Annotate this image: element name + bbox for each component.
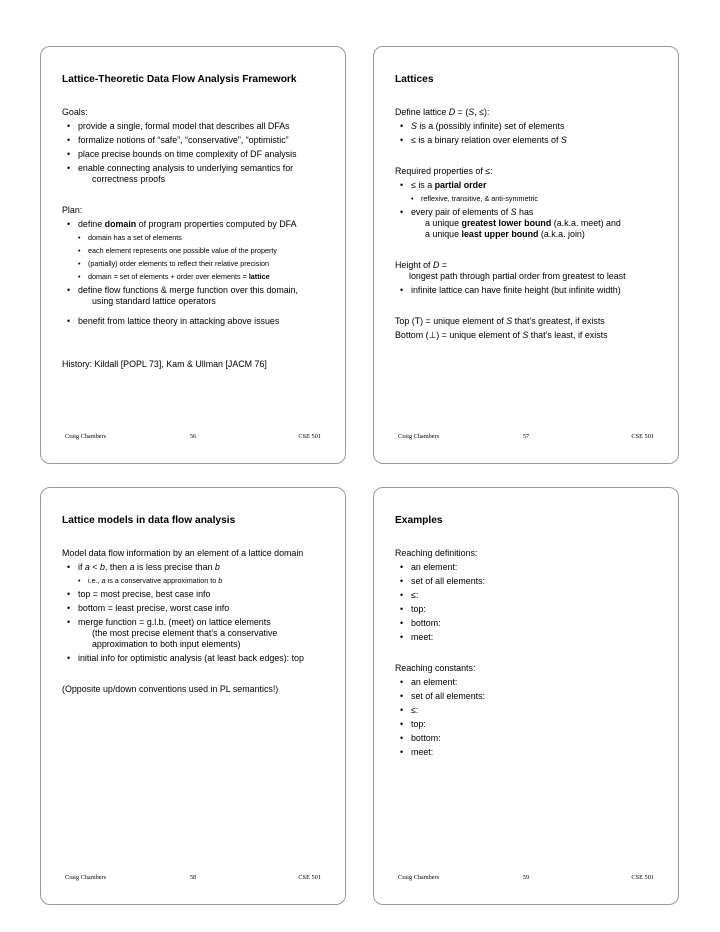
reaching-definitions-label: Reaching definitions:	[395, 548, 478, 558]
list-item: • define domain of program properties computed by DFA	[67, 219, 297, 229]
list-item: • place precise bounds on time complexity of DF analysis	[67, 149, 297, 159]
list-item: • merge function = g.l.b. (meet) on lattice elements	[67, 617, 271, 627]
page-number: 59	[522, 874, 530, 881]
list-item: • every pair of elements of S has	[400, 207, 534, 217]
list-item: • enable connecting analysis to underlying semantics for	[67, 163, 294, 173]
slide-body	[62, 548, 337, 695]
list-item: • ≤:	[400, 590, 419, 600]
footer-author: Craig Chambers	[65, 874, 107, 881]
list-item: • set of all elements:	[400, 691, 485, 701]
page-number: 56	[189, 433, 197, 440]
footer-course: CSE 501	[631, 433, 654, 440]
slide-title: Lattice-Theoretic Data Flow Analysis Framework	[62, 74, 297, 85]
footer-author: Craig Chambers	[398, 433, 440, 440]
top-definition: Top (T) = unique element of S that’s greatest, if exists	[395, 316, 605, 326]
list-item-continuation: using standard lattice operators	[92, 296, 216, 306]
list-item-continuation: correctness proofs	[92, 174, 166, 184]
list-item: • bottom = least precise, worst case info	[67, 603, 230, 613]
list-item: • initial info for optimistic analysis (at least back edges): top	[67, 653, 304, 663]
list-item: • bottom:	[400, 733, 441, 743]
slide-58	[40, 487, 346, 905]
slide-56	[40, 46, 346, 464]
page-number: 58	[189, 874, 197, 881]
list-item: • set of all elements:	[400, 576, 485, 586]
slide-57	[373, 46, 679, 464]
sub-list-item: • each element represents one possible value of the property	[78, 246, 277, 255]
height-definition: Height of D =	[395, 260, 448, 270]
list-item: • ≤ is a binary relation over elements of S	[400, 135, 567, 145]
footer-author: Craig Chambers	[65, 433, 107, 440]
page-number: 57	[522, 433, 530, 440]
list-item: • formalize notions of “safe”, “conservative”, “optimistic”	[67, 135, 289, 145]
note-text: (Opposite up/down conventions used in PL semantics!)	[62, 684, 279, 694]
lattice-definition: Define lattice D = (S, ≤):	[395, 107, 490, 117]
list-item: • meet:	[400, 632, 434, 642]
slide-body	[395, 548, 670, 758]
slide-footer	[398, 874, 654, 882]
slide-body	[62, 107, 337, 370]
model-text: Model data flow information by an element of a lattice domain	[62, 548, 304, 558]
footer-course: CSE 501	[298, 433, 321, 440]
list-item: • an element:	[400, 677, 458, 687]
list-item: • top:	[400, 719, 426, 729]
slide-footer	[65, 874, 321, 882]
list-item-continuation: (the most precise element that’s a conservative	[92, 628, 278, 638]
footer-course: CSE 501	[298, 874, 321, 881]
list-item: • provide a single, formal model that describes all DFAs	[67, 121, 290, 131]
list-item: • benefit from lattice theory in attacking above issues	[67, 316, 280, 326]
list-item: • S is a (possibly infinite) set of elements	[400, 121, 565, 131]
bottom-definition: Bottom (⊥) = unique element of S that’s least, if exists	[395, 330, 608, 340]
sub-list-item: • domain = set of elements + order over elements = lattice	[78, 272, 270, 281]
list-item: • define flow functions & merge function over this domain,	[67, 285, 299, 295]
plan-label: Plan:	[62, 205, 83, 215]
list-item: • top:	[400, 604, 426, 614]
sub-list-item: • domain has a set of elements	[78, 233, 182, 242]
slide-title: Examples	[395, 515, 443, 526]
list-item-continuation: a unique greatest lower bound (a.k.a. meet) and	[425, 218, 621, 228]
list-item-continuation: approximation to both input elements)	[92, 639, 241, 649]
slide-title: Lattice models in data flow analysis	[62, 515, 236, 526]
slide-footer	[398, 433, 654, 441]
sub-list-item: • i.e., a is a conservative approximation to b	[78, 576, 223, 585]
goals-label: Goals:	[62, 107, 88, 117]
footer-course: CSE 501	[631, 874, 654, 881]
slide-title: Lattices	[395, 74, 434, 85]
list-item: • if a < b, then a is less precise than b	[67, 562, 220, 572]
height-description: longest path through partial order from greatest to least	[409, 271, 626, 281]
list-item-continuation: a unique least upper bound (a.k.a. join)	[425, 229, 585, 239]
required-properties: Required properties of ≤:	[395, 166, 493, 176]
slide-59	[373, 487, 679, 905]
list-item: • ≤:	[400, 705, 419, 715]
reaching-constants-label: Reaching constants:	[395, 663, 476, 673]
history-text: History: Kildall [POPL 73], Kam & Ullman [JACM 76]	[62, 359, 267, 369]
slide-body	[395, 107, 670, 341]
sub-list-item: • (partially) order elements to reflect their relative precision	[78, 259, 269, 268]
list-item: • infinite lattice can have finite height (but infinite width)	[400, 285, 621, 295]
slide-footer	[65, 433, 321, 441]
list-item: • bottom:	[400, 618, 441, 628]
footer-author: Craig Chambers	[398, 874, 440, 881]
list-item: • ≤ is a partial order	[400, 180, 487, 190]
list-item: • top = most precise, best case info	[67, 589, 211, 599]
sub-list-item: • reflexive, transitive, & anti-symmetric	[411, 194, 539, 203]
list-item: • an element:	[400, 562, 458, 572]
list-item: • meet:	[400, 747, 434, 757]
